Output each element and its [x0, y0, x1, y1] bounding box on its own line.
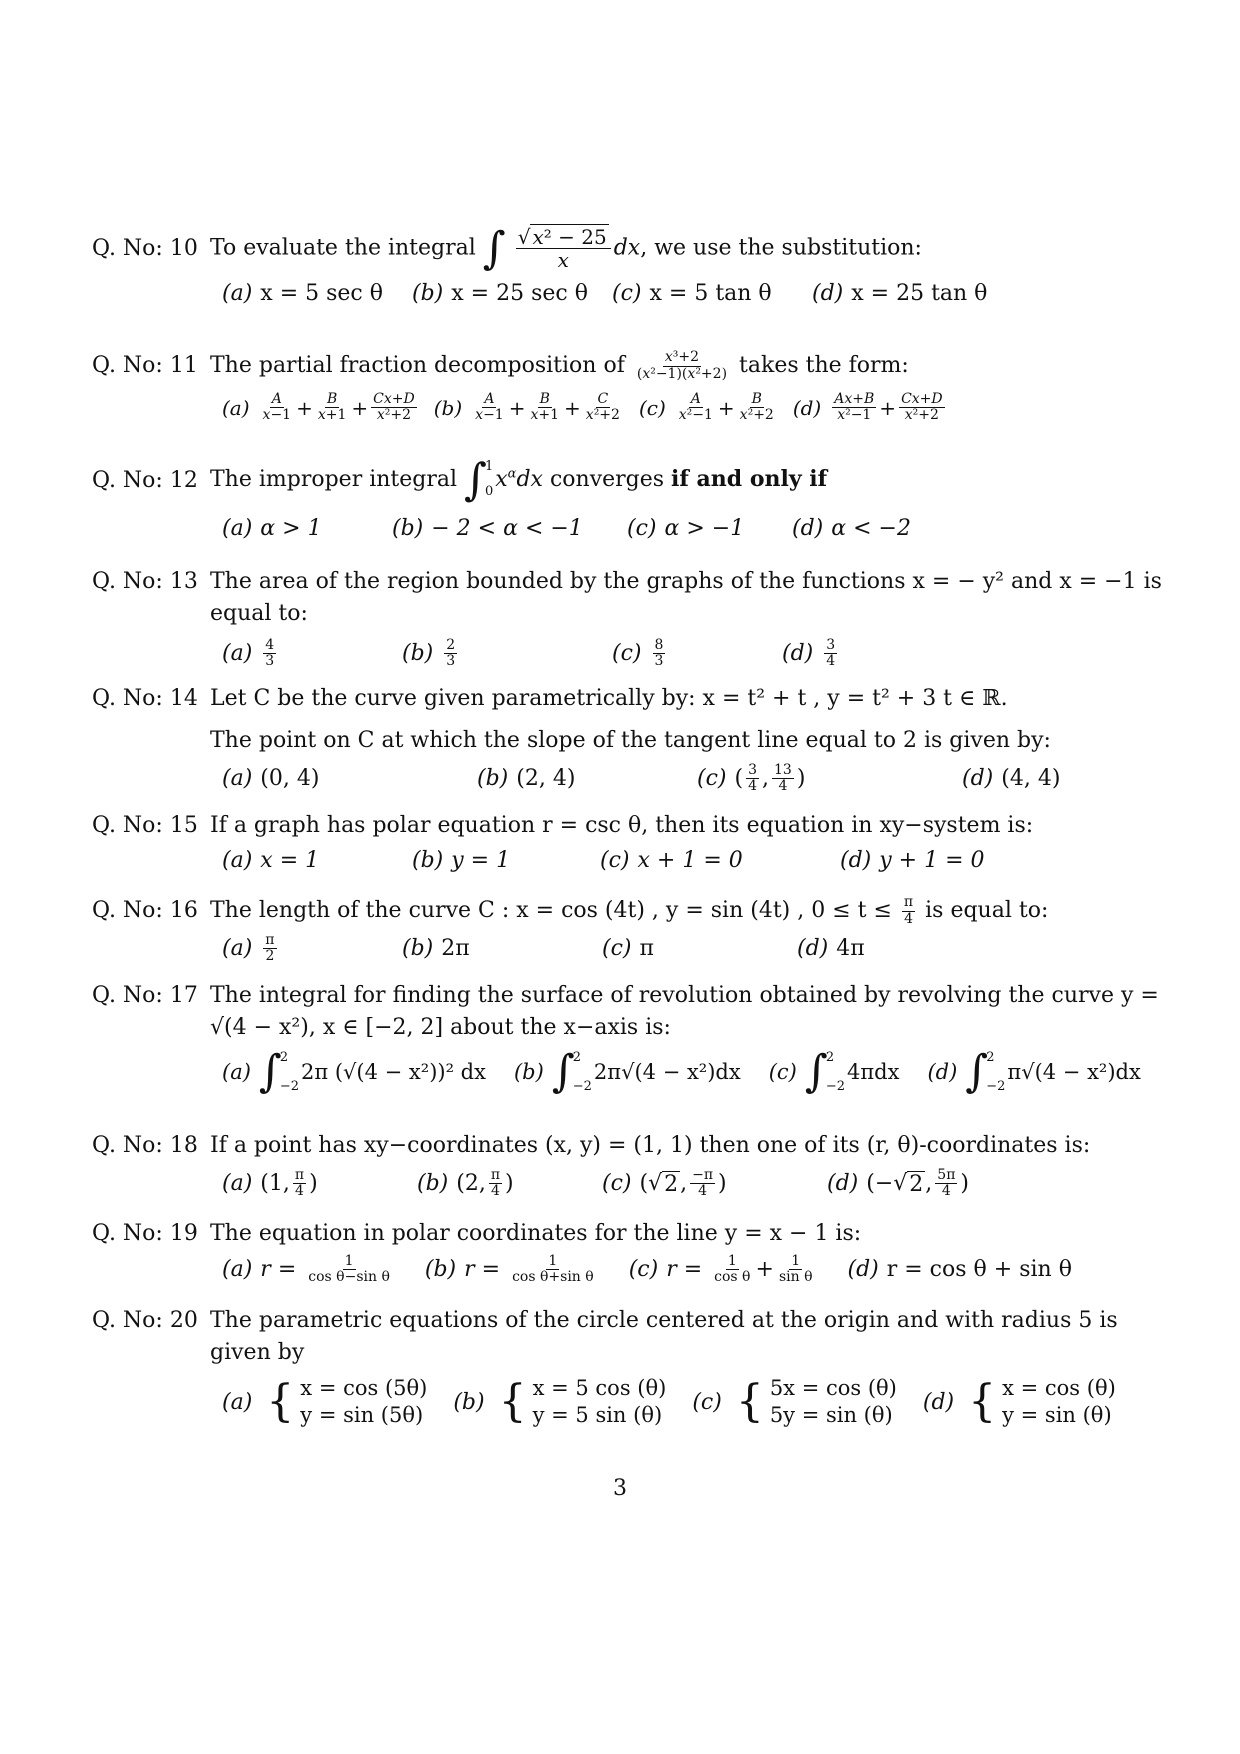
- question-text: The equation in polar coordinates for the line y = x − 1 is:: [210, 1221, 862, 1246]
- question-10: [92, 222, 1162, 306]
- option-d[interactable]: (d) ∫ 2 −2 π√(4 − x²)dx: [927, 1046, 1141, 1098]
- question-text: The parametric equations of the circle centered at the origin and with radius 5 is given by: [210, 1308, 1118, 1365]
- option-a[interactable]: (a) x = 5 sec θ: [222, 281, 383, 306]
- option-b[interactable]: (b) { x = 5 cos (θ) y = 5 sin (θ): [453, 1375, 667, 1428]
- question-18: [92, 1130, 1162, 1200]
- option-b[interactable]: (b) y = 1: [412, 847, 511, 873]
- page-number: 3: [613, 1476, 627, 1501]
- question-17: [92, 980, 1162, 1098]
- question-12: [92, 454, 1162, 541]
- option-b[interactable]: (b) 2π: [402, 936, 470, 962]
- option-b[interactable]: (b) − 2 < α < −1: [392, 516, 583, 541]
- option-d[interactable]: (d) y + 1 = 0: [840, 847, 985, 873]
- question-number: Q. No: 19: [92, 1221, 198, 1246]
- option-a[interactable]: (a) $\frac{\pi}{2}$: [222, 931, 275, 965]
- question-number: Q. No: 16: [92, 898, 198, 923]
- question-number: Q. No: 13: [92, 569, 198, 594]
- option-b[interactable]: (b) (2, 4): [477, 766, 576, 792]
- option-a[interactable]: (a) { x = cos (5θ) y = sin (5θ): [222, 1375, 428, 1428]
- question-19: [92, 1218, 1162, 1286]
- option-b[interactable]: (b) r = $\frac{1}{\text{cos θ+sin θ}}$: [424, 1252, 594, 1286]
- question-13: [92, 566, 1162, 670]
- option-c[interactable]: (c) α > −1: [627, 516, 745, 541]
- question-20: [92, 1305, 1162, 1429]
- question-text: To evaluate the integral ∫ $\frac{\text{√ x² − 25}}{x}$ dx, we use the substitution:: [210, 222, 922, 274]
- option-b[interactable]: (b) x = 25 sec θ: [412, 281, 588, 306]
- question-number: Q. No: 20: [92, 1308, 198, 1333]
- option-c[interactable]: (c) x + 1 = 0: [600, 847, 743, 873]
- option-a[interactable]: (a) ∫ 2 −2 2π (√(4 − x²))² dx: [222, 1046, 486, 1098]
- option-d[interactable]: (d) α < −2: [792, 516, 911, 541]
- question-number: Q. No: 12: [92, 467, 198, 493]
- option-c[interactable]: (c) { 5x = cos (θ) 5y = sin (θ): [692, 1375, 897, 1428]
- option-d[interactable]: (d) r = cos θ + sin θ: [847, 1257, 1072, 1283]
- question-number: Q. No: 10: [92, 235, 198, 261]
- question-15: [92, 810, 1162, 873]
- question-number: Q. No: 11: [92, 353, 198, 378]
- question-text: The integral for finding the surface of revolution obtained by revolving the curve y = √(4 − x²), x ∈ [−2, 2] about the x−axis is:: [210, 983, 1159, 1040]
- question-16: [92, 895, 1162, 965]
- option-a[interactable]: (a) x = 1: [222, 847, 320, 873]
- question-text: If a point has xy−coordinates (x, y) = (1, 1) then one of its (r, θ)-coordinates is:: [210, 1133, 1091, 1158]
- question-number: Q. No: 15: [92, 813, 198, 838]
- option-c[interactable]: (c) $\frac{A}{\text{x²−1}}$ + $\frac{B}{\text{x²+2}}$: [638, 390, 774, 424]
- question-text: If a graph has polar equation r = csc θ, then its equation in xy−system is:: [210, 813, 1034, 838]
- option-c[interactable]: (c) (√ 2 , $\frac{-\pi}{4}$ ): [602, 1166, 727, 1200]
- option-c[interactable]: (c) $\frac{8}{3}$: [612, 636, 664, 670]
- question-14: [92, 683, 1162, 795]
- question-text: The improper integral ∫ 1 0 $x^\alpha dx$ converges if and only if: [210, 454, 828, 506]
- question-text: The length of the curve C : x = cos (4t) , y = sin (4t) , 0 ≤ t ≤ $\frac{\pi}{4}$ is equal to:: [210, 894, 1049, 927]
- question-text: The area of the region bounded by the graphs of the functions x = − y² and x = −1 is equal to:: [210, 569, 1162, 626]
- option-b[interactable]: (b) $\frac{A}{x-1}$ + $\frac{B}{x+1}$ + $\frac{C}{\text{x²+2}}$: [433, 390, 620, 424]
- option-a[interactable]: (a) r = $\frac{1}{\text{cos θ−sin θ}}$: [222, 1252, 390, 1286]
- option-a[interactable]: (a) (0, 4): [222, 766, 320, 792]
- question-number: Q. No: 18: [92, 1133, 198, 1158]
- option-d[interactable]: (d) $\frac{3}{4}$: [782, 636, 836, 670]
- option-b[interactable]: (b) $\frac{2}{3}$: [402, 636, 456, 670]
- option-c[interactable]: (c) r = $\frac{1}{\text{cos θ}}$ + $\frac{1}{\text{sin θ}}$: [628, 1252, 813, 1286]
- option-b[interactable]: (b) (2, $\frac{\pi}{4}$ ): [417, 1166, 514, 1200]
- option-a[interactable]: (a) $\frac{A}{x-1}$ + $\frac{B}{x+1}$ + $\frac{Cx+D}{\text{x²+2}}$: [222, 390, 415, 424]
- option-a[interactable]: (a) α > 1: [222, 516, 322, 541]
- option-a[interactable]: (a) $\frac{4}{3}$: [222, 636, 275, 670]
- option-b[interactable]: (b) ∫ 2 −2 2π√(4 − x²)dx: [513, 1046, 741, 1098]
- option-d[interactable]: (d) $\frac{Ax+B}{\text{x²−1}}$ + $\frac{Cx+D}{\text{x²+2}}$: [792, 390, 943, 424]
- question-number: Q. No: 17: [92, 983, 198, 1008]
- question-number: Q. No: 14: [92, 686, 198, 711]
- option-d[interactable]: (d) 4π: [797, 936, 865, 962]
- option-c[interactable]: (c) π: [602, 936, 654, 962]
- question-text: Let C be the curve given parametrically by: x = t² + t , y = t² + 3 t ∈ ℝ. The point on C at which the slope of the tangent line equal to 2 is given by:: [210, 686, 1051, 753]
- option-d[interactable]: (d) (4, 4): [962, 766, 1061, 792]
- question-11: [92, 350, 1162, 424]
- option-a[interactable]: (a) (1, $\frac{\pi}{4}$ ): [222, 1166, 318, 1200]
- option-c[interactable]: (c) x = 5 tan θ: [612, 281, 772, 306]
- option-c[interactable]: (c) ∫ 2 −2 4πdx: [768, 1046, 900, 1098]
- option-d[interactable]: (d) (−√ 2 , $\frac{5\pi}{4}$ ): [827, 1166, 969, 1200]
- option-c[interactable]: (c) ( $\frac{3}{4}$ , $\frac{13}{4}$ ): [697, 761, 806, 795]
- option-d[interactable]: (d) x = 25 tan θ: [812, 281, 988, 306]
- option-d[interactable]: (d) { x = cos (θ) y = sin (θ): [922, 1375, 1116, 1428]
- question-text: The partial fraction decomposition of $\frac{\text{x³+2}}{\text{(x²−1)(x²+2)}}$ takes the form:: [210, 349, 909, 382]
